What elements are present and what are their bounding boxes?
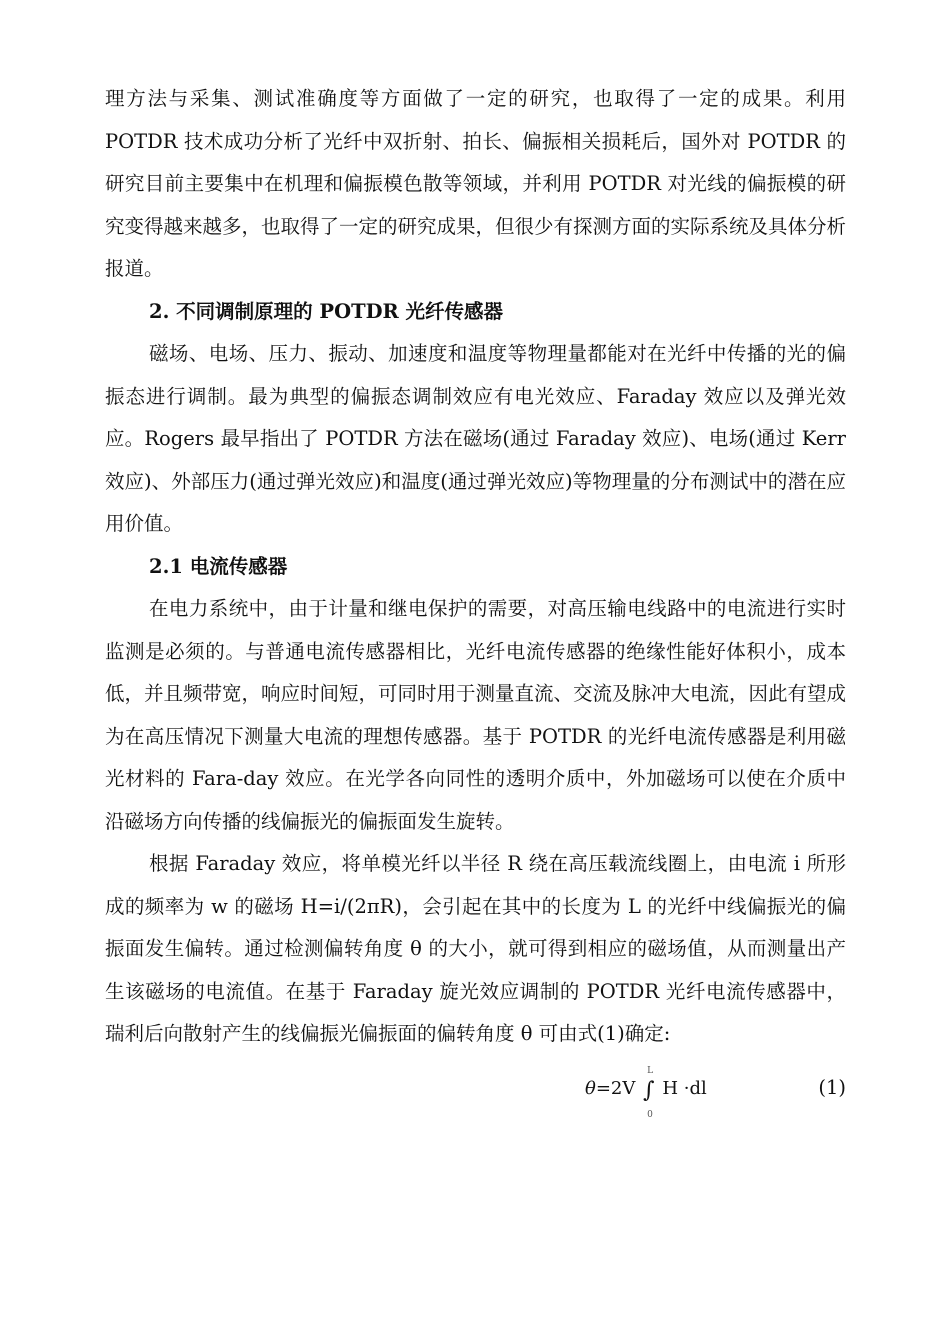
section-heading-2-1: 2.1 电流传感器 bbox=[149, 554, 288, 578]
equation-integrand: H ·dl bbox=[662, 1077, 707, 1099]
paragraph-faraday: 根据 Faraday 效应，将单模光纤以半径 R 绕在高压载流线圈上，由电流 i 所形成的频率为 w 的磁场 H=i/(2πR)，会引起在其中的长度为 L 的光纤中线偏振光的偏振面发生偏转。通过检测偏转角度 θ 的大小，就可得到相应的磁场值，从而测量出产生该磁场的电流值。在基于 Faraday 旋光效应调制的 POTDR 光纤电流传感器中，瑞利后向散射产生的线偏振光偏振面的偏转角度 θ 可由式(1)确定: bbox=[105, 852, 846, 1045]
integral-glyph: ∫ bbox=[643, 1077, 655, 1103]
equation-1 bbox=[105, 1066, 846, 1146]
paragraph-current-sensor: 在电力系统中，由于计量和继电保护的需要，对高压输电线路中的电流进行实时监测是必须的。与普通电流传感器相比，光纤电流传感器的绝缘性能好体积小，成本低，并且频带宽，响应时间短，可同时用于测量直流、交流及脉冲大电流，因此有望成为在高压情况下测量大电流的理想传感器。基于 POTDR 的光纤电流传感器是利用磁光材料的 Fara-day 效应。在光学各向同性的透明介质中，外加磁场可以使在介质中沿磁场方向传播的线偏振光的偏振面发生旋转。 bbox=[105, 597, 847, 833]
equation-number: (1) bbox=[818, 1075, 846, 1099]
paragraph-modulation: 磁场、电场、压力、振动、加速度和温度等物理量都能对在光纤中传播的光的偏振态进行调制。最为典型的偏振态调制效应有电光效应、Faraday 效应以及弹光效应。Rogers 最早指出了 POTDR 方法在磁场(通过 Faraday 效应)、电场(通过 Kerr 效应)、外部压力(通过弹光效应)和温度(通过弹光效应)等物理量的分布测试中的潜在应用价值。 bbox=[105, 342, 846, 535]
integral-upper-limit: L bbox=[647, 1065, 654, 1076]
integral-lower-limit: 0 bbox=[647, 1109, 653, 1120]
document-page bbox=[105, 78, 846, 1146]
equation-theta: θ bbox=[585, 1077, 596, 1099]
equation-body bbox=[585, 1065, 707, 1120]
section-heading-2: 2. 不同调制原理的 POTDR 光纤传感器 bbox=[149, 299, 503, 323]
integral-sign bbox=[643, 1065, 655, 1120]
equation-lhs: =2V bbox=[595, 1077, 636, 1099]
paragraph-intro-continued: 理方法与采集、测试准确度等方面做了一定的研究，也取得了一定的成果。利用 POTDR 技术成功分析了光纤中双折射、拍长、偏振相关损耗后，国外对 POTDR 的研究目前主要集中在机理和偏振模色散等领域，并利用 POTDR 对光线的偏振模的研究变得越来越多，也取得了一定的研究成果，但很少有探测方面的实际系统及具体分析报道。 bbox=[105, 87, 847, 280]
